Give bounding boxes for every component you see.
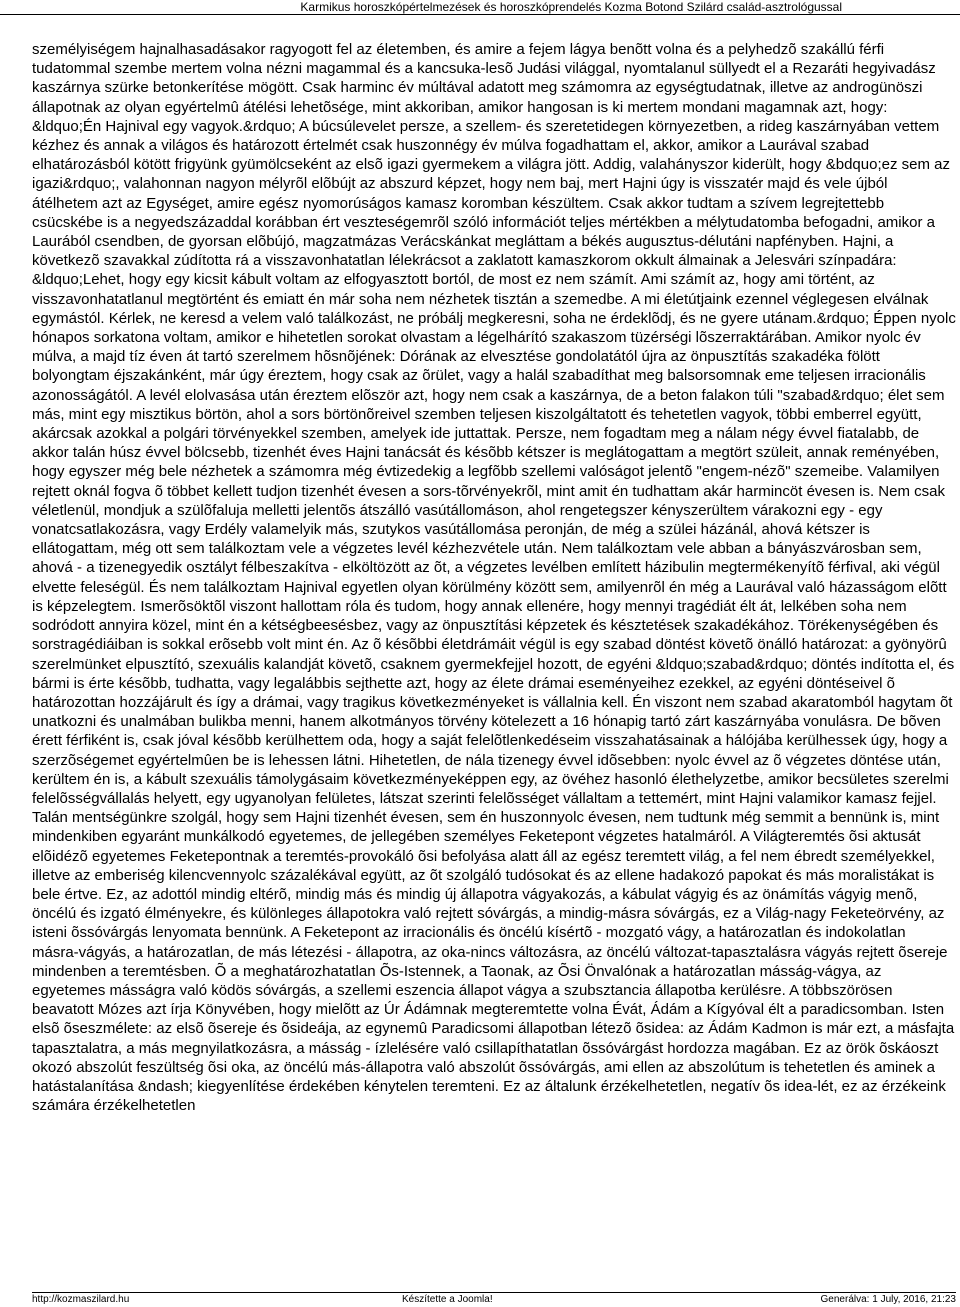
footer-site-url[interactable]: http://kozmaszilard.hu: [32, 1294, 130, 1305]
footer-credit: Készítette a Joomla!: [402, 1294, 493, 1305]
footer-divider: [32, 1292, 956, 1293]
article-body: [32, 40, 956, 1115]
footer-generated-date: Generálva: 1 July, 2016, 21:23: [820, 1294, 956, 1305]
page-footer: [32, 1294, 956, 1306]
page-header-title: Karmikus horoszkópértelmezések és horoszkóprendelés Kozma Botond Szilárd család-asztrológussal: [300, 0, 842, 14]
article-paragraph: személyiségem hajnalhasadásakor ragyogott fel az életemben, és amire a fejem lágya benõtt volna és a pelyhedzõ szakállú férfi tudatommal szembe mertem volna nézni magammal és a kancsuka-lesõ Judási világgal, nyomtalanul süllyedt el a Rezaráti hegyivadász kaszárnya szürke betonkerítése mögött. Csak harminc év múltával adatott meg számomra az egységtudatnak, illetve az androgünöszi állapotnak az olyan egyértelmû átélési lehetõsége, mint akkoriban, amikor hangosan is ki mertem mondani magamnak azt, hogy: &ldquo;Én Hajnival egy vagyok.&rdquo; A búcsúlevelet persze, a szellem- és szeretetidegen környezetben, a rideg kaszárnyában vettem kézhez és annak a világos és határozott értelmét csak huszonnégy év múlva fogadhattam el, akkor, amikor a Laurával szabad elhatározásból kötött frigyünk gyümölcseként az elsõ igazi gyermekem a világra jött. Addig, valahányszor kiderült, hogy &bdquo;ez sem az igazi&rdquo;, valahonnan nagyon mélyrõl elõbújt az abszurd képzet, hogy nem baj, mert Hajni úgy is visszatér majd és vele újból átélhetem azt az Egységet, amire egész nyomorúságos kamasz koromban készültem. Csak akkor tudtam a szívem legrejtettebb csücskébe is a negyedszázaddal korábban ért veszteségemrõl szóló információt teljes mértékben a mélytudatomba befogadni, amikor a Laurából csendben, de gyorsan elõbújó, magzatmázas Verácskánkat megláttam a békés augusztus-délutáni napfényben. Hajni, a következõ szavakkal zúdította rá a visszavonhatatlan lélekrácsot a zaklatott kamaszkorom okkult álmainak a Jelesvári színpadára: &ldquo;Lehet, hogy egy kicsit kábult voltam az elfogyasztott bortól, de most ez nem számít. Ami számít az, hogy ami történt, az visszavonhatatlanul megtörtént és emiatt én már soha nem nézhetek tisztán a szemedbe. A mi életútjaink ezennel véglegesen elválnak egymástól. Kérlek, ne keresd a velem való találkozást, ne próbálj megkeresni, soha ne érdeklõdj, és ne gyere utánam.&rdquo; Éppen nyolc hónapos sorkatona voltam, amikor e hihetetlen sorokat olvastam a légelhárító szakaszom tüzérségi lõszerraktárában. Amikor nyolc év múlva, a majd tíz éven át tartó szerelmem hõsnõjének: Dórának az elvesztése gondolatától újra az önpusztítás szakadéka fölött bolyongtam éjszakánként, már úgy éreztem, hogy csak az õrület, vagy a halál szabadíthat meg balsorsomnak eme teljesen irracionális azonosságától. A levél elolvasása után éreztem elõször azt, hogy nem csak a kaszárnya, de a beton falakon túli "szabad&rdquo; élet sem más, mint egy misztikus börtön, ahol a sors börtönõreivel szemben teljesen kiszolgáltatott és tehetetlen vagyok, többi emberrel együtt, akárcsak azokkal a polgári törvényekkel szemben, amelyek ide juttattak. Persze, nem fogadtam meg a nálam négy évvel fiatalabb, de akkor talán húsz évvel bölcsebb, tizenhét éves Hajni tanácsát és késõbb kétszer is meglátogattam a megtört szüleit, annak reményében, hogy egyszer még bele nézhetek a számomra még évtizedekig a legfõbb szellemi valóságot jelentõ "engem-nézõ" szemeibe. Valamilyen rejtett oknál fogva õ többet kellett tudjon tizenhét évesen a sors-tõrvényekrõl, mint amit én tudhattam akár harmincöt évesen is. Nem csak véletlenül, mondjuk a szülõfaluja melletti jelentõs átszálló vasútállomáson, ahol rengetegszer kényszerültem várakozni egy - egy vonatcsatlakozásra, vagy Erdély valamelyik más, szutykos vasútállomása peronján, de még a szülei házánál, ahová kétszer is ellátogattam, még ott sem találkoztam vele a végzetes levél kézhezvétele után. Nem találkoztam vele abban a bányászvárosban sem, ahová - a tizenegyedik osztályt félbeszakítva - elköltözött az õt, a végzetes levélben említett házibulin megtermékenyítõ férfival, aki végül elvette feleségül. És nem találkoztam Hajnival egyetlen olyan körülmény között sem, amilyenrõl én még a Laurával való házasságom elõtt is képzelegtem. Ismerõsöktõl viszont hallottam róla és tudom, hogy annak ellenére, hogy mennyi tragédiát élt át, lelkében soha nem sodródott annyira közel, mint én a kétségbeesésbez, vagy az önpusztítási képzetek és késztetések szakadékához. Törékenységében és sorstragédiáiban is sokkal erõsebb volt mint én. Az õ késõbbi életdrámáit végül is egy szabad döntést követõ önálló határozat: a gyönyörû szerelmünket elpusztító, szexuális kalandját követõ, csaknem gyermekfejjel hozott, de egyéni &ldquo;szabad&rdquo; döntés indította el, és bármi is érte késõbb, tudhatta, vagy legalábbis sejthette azt, hogy az élete drámai eseményeihez ezekkel, az egyéni döntéseivel õ határozottan hozzájárult és így a drámai, vagy tragikus következményeket is vállalnia kell. Én viszont nem szabad akaratomból hagytam õt unatkozni és unalmában bulikba menni, hanem alkotmányos törvény kötelezett a 16 hónapig tartó zárt kaszárnyába vonulásra. De bõven érett férfiként is, csak jóval késõbb kerülhettem oda, hogy a saját felelõtlenkedéseim visszahatásainak a hálójába kerülhessek úgy, hogy a szerzõségemet egyértelmûen be is lehessen látni. Hihetetlen, de nála tizenegy évvel idõsebben: nyolc évvel az õ végzetes döntése után, kerültem én is, a kábult szexuális támolygásaim következményeképpen egy, az övéhez hasonló élethelyzetbe, amikor becsületes szerelmi felelõsségvállalás helyett, egy ugyanolyan felületes, látszat szerinti felelõsséget vállaltam a tettemért, mint Hajni valamikor kamasz fejjel. Talán mentségünkre szolgál, hogy sem Hajni tizenhét évesen, sem én huszonnyolc évesen, nem tudtunk még semmit a bennünk is, mint mindenkiben egyaránt munkálkodó egyetemes, de jellegében személyes Feketepont végzetes hatalmáról. A Világteremtés õsi aktusát elõidézõ egyetemes Feketepontnak a teremtés-provokáló õsi befolyása alatt áll az egész teremtett világ, a fel nem ébredt személyekkel, illetve az emberiség kilencvennyolc százalékával együtt, az õt szolgáló tudósokat és az ellene hadakozó papokat és más moralistákat is bele értve. Ez, az adottól mindig eltérõ, mindig más és mindig új állapotra vágyakozás, a kábulat vágyig és az önámítás vágyig menõ, öncélú és izgató élményekre, és különleges állapotokra való rejtett sóvárgás, a mindig-másra sóvárgás, ez a Világ-nagy Feketeörvény, az isteni õssóvárgás lenyomata bennünk. A Feketepont az irracionális és öncélú kísértõ - mozgató vágy, a határozatlan és indokolatlan másra-vágyás, a határozatlan, de más létezési - állapotra, az oka-nincs változásra, az öncélú változat-tapasztalásra vágyás rejtett õsereje mindenben a teremtésben. Õ a meghatározhatatlan Õs-Istennek, a Taonak, az Õsi Önvalónak a határozatlan másság-vágya, az egyetemes másságra való ködös sóvárgás, a szellemi eszencia állapot vágya a szubsztancia állapotba kerülésre. A többszörösen beavatott Mózes azt írja Könyvében, hogy mielõtt az Úr Ádámnak megteremtette volna Évát, Ádám a Kígyóval élt a paradicsomban. Isten elsõ õseszmélete: az elsõ õsereje és õsideája, az egynemû Paradicsomi állapotban létezõ õsidea: az Ádám Kadmon is már ezt, a másfajta tapasztalatra, a más megnyilatkozásra, a másság - ízlelésére való csillapíthatatlan õssóvárgást hordozza magában. Ez az örök õskáoszt okozó abszolút feszültség õsi oka, az öncélú más-állapotra való abszolút õssóvárgás, ami ellen az abszolútum is tehetetlen és aminek a hatástalanítása &ndash; kiegyenlítése érdekében kénytelen teremteni. Ez az általunk érzékelhetetlen, negatív õs idea-lét, ez az érzékeink számára érzékelhetetlen: [32, 41, 956, 1115]
header-divider: [0, 14, 960, 15]
